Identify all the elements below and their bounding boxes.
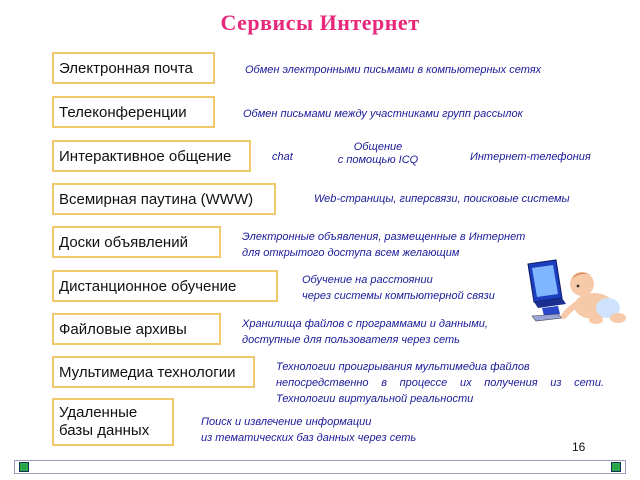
desc-archives-line1: Хранилища файлов с программами и данными,: [242, 318, 488, 330]
service-teleconferences: Телеконференции: [52, 96, 215, 128]
desc-email: Обмен электронными письмами в компьютерных сетях: [245, 64, 542, 76]
desc-chat: chat: [272, 151, 293, 163]
desc-icq-line1: Общение: [353, 141, 403, 153]
service-file-archives: Файловые архивы: [52, 313, 221, 345]
service-www: Всемирная паутина (WWW): [52, 183, 276, 215]
desc-multimedia: [276, 359, 604, 407]
baby-at-computer-icon: [522, 258, 630, 330]
frame-corner-left: [19, 462, 29, 472]
desc-icq-line2: с помощью ICQ: [337, 154, 419, 166]
desc-boards-line1: Электронные объявления, размещенные в Интернет: [242, 231, 526, 243]
desc-www: Web-страницы, гиперсвязи, поисковые системы: [314, 193, 570, 205]
desc-archives-line2: доступные для пользователя через сеть: [242, 334, 460, 346]
desc-boards-line2: для открытого доступа всем желающим: [242, 247, 460, 259]
service-multimedia: Мультимедиа технологии: [52, 356, 255, 388]
bottom-frame: [14, 460, 626, 474]
desc-multimedia-line2: непосредственно в процессе их получения из сети.: [276, 377, 604, 389]
service-distance-learning: Дистанционное обучение: [52, 270, 278, 302]
frame-corner-right: [611, 462, 621, 472]
desc-distance-line2: через системы компьютерной связи: [302, 290, 495, 302]
desc-icq: [318, 141, 438, 167]
desc-distance-line1: Обучение на расстоянии: [302, 274, 433, 286]
desc-databases: [201, 414, 416, 446]
page-title: Сервисы Интернет: [220, 10, 420, 35]
desc-multimedia-line1: Технологии проигрывания мультимедиа файлов: [276, 361, 530, 373]
service-email: Электронная почта: [52, 52, 215, 84]
desc-ip-telephony: Интернет-телефония: [470, 151, 591, 163]
page-number: 16: [572, 440, 586, 454]
desc-archives: [242, 316, 488, 348]
service-interactive: Интерактивное общение: [52, 140, 251, 172]
desc-teleconferences: Обмен письмами между участниками групп рассылок: [243, 108, 523, 120]
desc-boards: [242, 229, 525, 261]
desc-multimedia-line3: Технологии виртуальной реальности: [276, 393, 474, 405]
desc-databases-line2: из тематических баз данных через сеть: [201, 432, 417, 444]
desc-distance: [302, 272, 495, 304]
service-databases: Удаленные базы данных: [52, 398, 174, 446]
service-boards: Доски объявлений: [52, 226, 221, 258]
desc-databases-line1: Поиск и извлечение информации: [201, 416, 372, 428]
